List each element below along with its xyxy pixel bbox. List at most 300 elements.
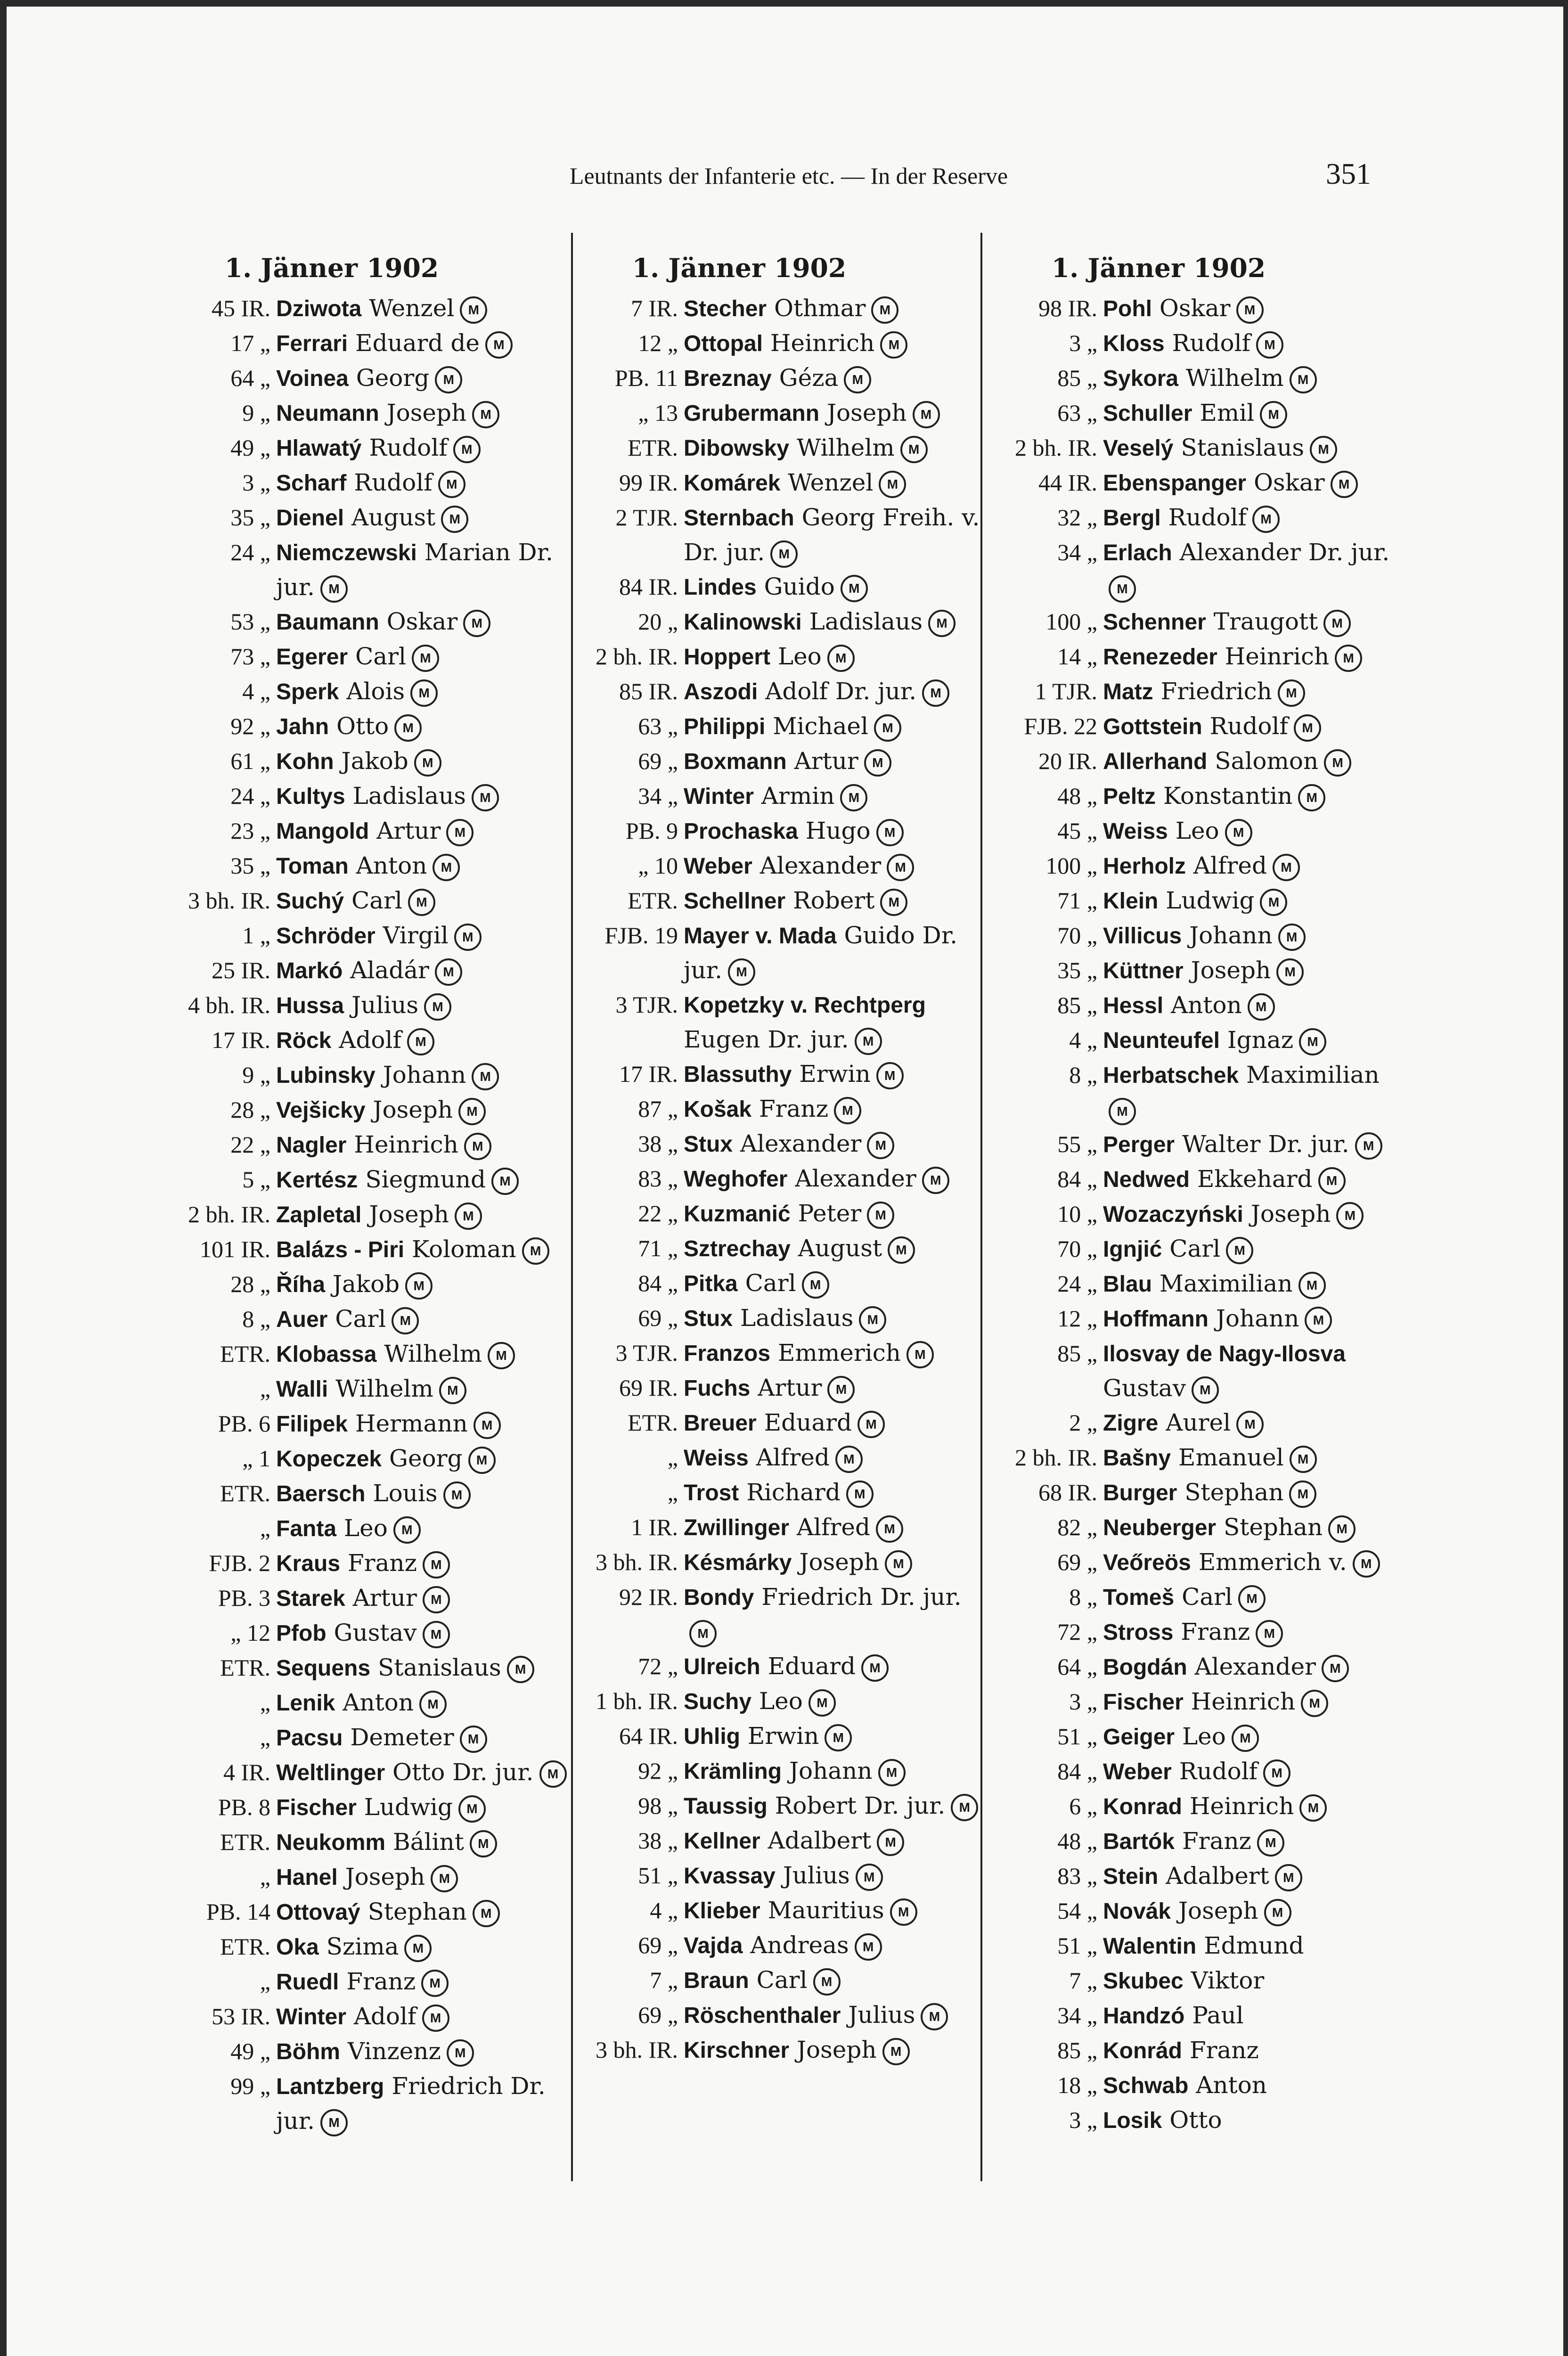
- entry-text: [276, 1685, 591, 1720]
- unit-designation: 22 „: [230, 1131, 270, 1158]
- surname: Suchý: [276, 889, 344, 914]
- list-item: [167, 535, 591, 605]
- surname: Fischer: [1103, 1690, 1184, 1715]
- given-name: Vinzenz: [347, 2037, 441, 2065]
- entry-text: [276, 535, 591, 605]
- circled-m-icon: M: [1225, 819, 1252, 846]
- given-name: Armin: [761, 782, 835, 810]
- surname: Balázs - Piri: [276, 1237, 405, 1262]
- list-item: [994, 535, 1418, 605]
- circled-m-icon: M: [522, 1237, 549, 1265]
- list-item: [994, 1754, 1418, 1789]
- entry-text: [276, 1197, 591, 1232]
- unit-designation: 69 „: [638, 1932, 678, 1958]
- unit-designation: 51 „: [1057, 1723, 1097, 1750]
- list-item: [574, 918, 998, 988]
- unit-designation: 71 „: [638, 1235, 678, 1261]
- given-name: Joseph: [799, 1548, 880, 1576]
- unit-designation: 4 „: [1069, 1027, 1097, 1053]
- surname: Breuer: [684, 1411, 757, 1436]
- given-name: Emil: [1200, 399, 1255, 426]
- entry-text: [1103, 2068, 1418, 2103]
- list-item: [994, 1510, 1418, 1545]
- given-name: Viktor: [1191, 1967, 1265, 1994]
- circled-m-icon: M: [1322, 1655, 1349, 1682]
- surname: Konrad: [1103, 1794, 1182, 1819]
- list-item: [994, 2103, 1418, 2138]
- list-item: [994, 500, 1418, 535]
- circled-m-icon: M: [446, 819, 474, 846]
- list-item: [994, 1023, 1418, 1058]
- surname: Breznay: [684, 366, 772, 391]
- circled-m-icon: M: [1109, 1098, 1136, 1125]
- circled-m-icon: M: [1236, 296, 1264, 324]
- list-item: [994, 361, 1418, 396]
- entry-text: [684, 639, 998, 674]
- entry-text: [1103, 605, 1418, 639]
- unit-designation: 9 „: [242, 1062, 270, 1088]
- circled-m-icon: M: [1328, 1515, 1356, 1543]
- circled-m-icon: M: [1278, 679, 1305, 707]
- given-name: Ladislaus: [809, 608, 923, 635]
- given-name: Anton: [1171, 991, 1242, 1019]
- entry-text: [276, 1407, 591, 1441]
- entry-text: [684, 1266, 998, 1301]
- circled-m-icon: M: [928, 610, 956, 637]
- surname: Kloss: [1103, 331, 1165, 356]
- given-name: Adalbert: [1166, 1862, 1269, 1890]
- circled-m-icon: M: [827, 645, 855, 672]
- given-name: Joseph: [373, 1096, 453, 1123]
- entry-text: [684, 1754, 998, 1789]
- circled-m-icon: M: [951, 1794, 978, 1821]
- given-name: Rudolf: [1209, 712, 1289, 740]
- given-name: Franz: [346, 1968, 416, 1995]
- surname: Stross: [1103, 1620, 1174, 1645]
- given-name: Leo: [1175, 817, 1219, 844]
- given-name: Walter Dr. jur.: [1182, 1130, 1349, 1158]
- unit-designation: 24 „: [1057, 1270, 1097, 1297]
- entry-text: [1103, 1719, 1418, 1754]
- list-item: [574, 396, 998, 431]
- unit-designation: 84 „: [1057, 1166, 1097, 1192]
- unit-designation: 17 IR.: [619, 1061, 678, 1087]
- given-name: Franz: [347, 1549, 417, 1577]
- unit-designation: 85 „: [1057, 365, 1097, 391]
- surname: Kalinowski: [684, 610, 802, 635]
- circled-m-icon: M: [858, 1411, 885, 1438]
- unit-designation: 45 „: [1057, 818, 1097, 844]
- given-name: Joseph: [1191, 957, 1271, 984]
- entry-text: [276, 988, 591, 1023]
- surname: Fischer: [276, 1795, 357, 1820]
- surname: Herholz: [1103, 854, 1186, 879]
- list-item: [574, 988, 998, 1057]
- given-name: Richard: [746, 1479, 841, 1506]
- surname: Tomeš: [1103, 1585, 1175, 1610]
- list-item: [574, 500, 998, 570]
- entry-text: [276, 291, 591, 326]
- entry-text: [1103, 1336, 1418, 1406]
- unit-designation: 20 „: [638, 608, 678, 635]
- entry-text: [684, 431, 998, 466]
- entry-text: [276, 1720, 591, 1755]
- list-item: [574, 1824, 998, 1858]
- list-item: [167, 1197, 591, 1232]
- given-name: Erwin: [799, 1060, 871, 1088]
- unit-designation: 3 bh. IR.: [188, 887, 270, 914]
- circled-m-icon: M: [888, 1236, 915, 1264]
- given-name: Jakob: [332, 1270, 400, 1298]
- list-item: [167, 1337, 591, 1372]
- given-name: Gustav: [1103, 1374, 1186, 1402]
- list-item: [167, 431, 591, 466]
- circled-m-icon: M: [421, 1970, 449, 1997]
- given-name: Stanislaus: [1181, 434, 1305, 461]
- entry-text: [276, 1651, 591, 1685]
- surname: Sternbach: [684, 506, 794, 531]
- list-item: [994, 466, 1418, 500]
- list-item: [167, 814, 591, 849]
- entry-text: [1103, 1929, 1418, 1963]
- surname: Blau: [1103, 1272, 1152, 1297]
- circled-m-icon: M: [1273, 854, 1300, 881]
- unit-designation: 24 „: [230, 783, 270, 809]
- list-item: [574, 1057, 998, 1092]
- surname: Ebenspanger: [1103, 471, 1247, 496]
- given-name: Rudolf: [354, 469, 433, 496]
- given-name: Leo: [343, 1514, 388, 1542]
- list-item: [994, 1058, 1418, 1127]
- unit-designation: „: [260, 1515, 270, 1541]
- circled-m-icon: M: [689, 1620, 717, 1647]
- given-name: Emanuel: [1178, 1444, 1284, 1471]
- entry-text: [1103, 674, 1418, 709]
- surname: Konrád: [1103, 2038, 1182, 2063]
- list-item: [167, 709, 591, 744]
- entry-text: [1103, 1824, 1418, 1859]
- given-name: Artur: [376, 817, 441, 844]
- unit-designation: 55 „: [1057, 1131, 1097, 1157]
- unit-designation: 23 „: [230, 818, 270, 844]
- unit-designation: 20 IR.: [1038, 748, 1097, 774]
- circled-m-icon: M: [867, 1132, 894, 1159]
- unit-designation: 1 bh. IR.: [596, 1688, 678, 1714]
- unit-designation: 18 „: [1057, 2072, 1097, 2098]
- entry-text: [1103, 1058, 1418, 1127]
- unit-designation: ETR.: [220, 1654, 270, 1681]
- list-item: [574, 1754, 998, 1789]
- surname: Skubec: [1103, 1969, 1184, 1994]
- given-name: Louis: [373, 1480, 438, 1507]
- list-item: [994, 326, 1418, 361]
- surname: Ulreich: [684, 1654, 760, 1679]
- surname: Gottstein: [1103, 714, 1202, 739]
- entry-text: [1103, 1963, 1418, 1998]
- entry-text: [684, 361, 998, 396]
- circled-m-icon: M: [410, 679, 438, 707]
- surname: Baersch: [276, 1481, 366, 1506]
- surname: Uhlig: [684, 1724, 740, 1749]
- entry-text: [276, 605, 591, 639]
- circled-m-icon: M: [414, 749, 441, 777]
- given-name: Franz: [1189, 2037, 1259, 2064]
- entry-text: [684, 884, 998, 918]
- given-name: Siegmund: [365, 1166, 486, 1193]
- given-name: Wenzel: [369, 294, 455, 322]
- surname: Walli: [276, 1377, 328, 1402]
- circled-m-icon: M: [840, 784, 867, 811]
- circled-m-icon: M: [472, 784, 499, 811]
- circled-m-icon: M: [394, 714, 422, 742]
- list-item: [994, 1963, 1418, 1998]
- surname: Starek: [276, 1586, 345, 1611]
- list-item: [994, 1197, 1418, 1232]
- circled-m-icon: M: [435, 366, 462, 393]
- circled-m-icon: M: [419, 1691, 447, 1718]
- given-name: Otto: [336, 712, 389, 740]
- circled-m-icon: M: [846, 1481, 874, 1508]
- unit-designation: PB. 14: [206, 1898, 270, 1925]
- entry-text: [1103, 1580, 1418, 1615]
- given-name: Stanislaus: [377, 1654, 501, 1681]
- surname: Schwab: [1103, 2073, 1189, 2098]
- unit-designation: 48 „: [1057, 1828, 1097, 1854]
- surname: Kuzmanić: [684, 1202, 791, 1227]
- given-name: Heinrich: [354, 1131, 458, 1158]
- entry-text: [684, 2033, 998, 2068]
- surname: Veselý: [1103, 436, 1174, 461]
- circled-m-icon: M: [855, 1028, 882, 1055]
- circled-m-icon: M: [1256, 1620, 1283, 1647]
- surname: Hessl: [1103, 993, 1164, 1018]
- list-item: [574, 326, 998, 361]
- surname: Kvassay: [684, 1864, 776, 1889]
- entry-text: [276, 361, 591, 396]
- surname: Dibowsky: [684, 436, 790, 461]
- given-name: Heinrich: [1225, 643, 1330, 670]
- surname: Trost: [684, 1481, 739, 1505]
- circled-m-icon: M: [405, 1272, 433, 1300]
- unit-designation: 1 „: [242, 922, 270, 949]
- given-name: Artur: [352, 1584, 417, 1612]
- circled-m-icon: M: [808, 1689, 836, 1717]
- unit-designation: 17 „: [230, 330, 270, 356]
- entry-text: [684, 1928, 998, 1963]
- circled-m-icon: M: [844, 366, 871, 393]
- column-heading: 1. Jänner 1902: [224, 253, 439, 283]
- unit-designation: FJB. 2: [209, 1550, 270, 1576]
- surname: Hoffmann: [1103, 1307, 1209, 1332]
- list-item: [994, 1789, 1418, 1824]
- unit-designation: 64 IR.: [619, 1723, 678, 1749]
- unit-designation: 72 „: [638, 1653, 678, 1679]
- unit-designation: 92 „: [638, 1758, 678, 1784]
- unit-designation: 64 „: [230, 365, 270, 391]
- surname: Kellner: [684, 1829, 760, 1854]
- list-item: [994, 1719, 1418, 1754]
- surname: Handzó: [1103, 2004, 1185, 2029]
- entry-text: [276, 1895, 591, 1930]
- list-item: [167, 2034, 591, 2069]
- given-name: Alois: [346, 678, 405, 705]
- surname: Neuberger: [1103, 1515, 1217, 1540]
- surname: Auer: [276, 1307, 328, 1332]
- list-item: [574, 1336, 998, 1371]
- list-item: [994, 1615, 1418, 1650]
- unit-designation: 17 IR.: [212, 1027, 270, 1053]
- surname: Weltlinger: [276, 1760, 385, 1785]
- surname: Fanta: [276, 1516, 337, 1541]
- given-name: Leo: [777, 643, 822, 670]
- unit-designation: 99 IR.: [619, 469, 678, 496]
- list-item: [167, 1267, 591, 1302]
- given-name: Johann: [1189, 922, 1273, 949]
- surname: Kertész: [276, 1168, 358, 1193]
- entry-text: [1103, 1162, 1418, 1197]
- given-name: Robert: [793, 887, 875, 914]
- circled-m-icon: M: [470, 1830, 497, 1857]
- unit-designation: 100 „: [1045, 852, 1097, 879]
- circled-m-icon: M: [1232, 1725, 1259, 1752]
- list-item: [994, 1127, 1418, 1162]
- surname: Kultys: [276, 784, 345, 809]
- unit-designation: 49 „: [230, 434, 270, 461]
- circled-m-icon: M: [1289, 1481, 1316, 1508]
- surname: Pitka: [684, 1271, 738, 1296]
- entry-text: [684, 814, 998, 849]
- circled-m-icon: M: [871, 296, 898, 324]
- list-item: [994, 2033, 1418, 2068]
- given-name: Joseph: [369, 1201, 449, 1228]
- entry-text: [276, 1441, 591, 1476]
- unit-designation: 85 „: [1057, 1340, 1097, 1366]
- unit-designation: 4 bh. IR.: [188, 992, 270, 1018]
- surname: Ignjić: [1103, 1237, 1162, 1262]
- circled-m-icon: M: [813, 1968, 841, 1996]
- entry-list: [994, 291, 1418, 2138]
- list-item: [994, 1406, 1418, 1440]
- circled-m-icon: M: [1276, 958, 1304, 986]
- list-item: [167, 1720, 591, 1755]
- list-item: [167, 1651, 591, 1685]
- given-name: Franz: [1181, 1618, 1250, 1645]
- given-name: Georg Freih. v. Dr. jur.: [684, 504, 980, 566]
- surname: Nedwed: [1103, 1167, 1190, 1192]
- list-item: [574, 1858, 998, 1893]
- surname: Lantzberg: [276, 2074, 384, 2099]
- unit-designation: 4 „: [242, 678, 270, 704]
- entry-text: [684, 326, 998, 361]
- circled-m-icon: M: [1260, 889, 1287, 916]
- surname: Dienel: [276, 506, 344, 531]
- given-name: Erwin: [747, 1722, 819, 1750]
- unit-designation: 25 IR.: [212, 957, 270, 983]
- unit-designation: 2 TJR.: [615, 504, 678, 531]
- unit-designation: 35 „: [1057, 957, 1097, 983]
- entry-text: [1103, 884, 1418, 918]
- running-header: Leutnants der Infanterie etc. — In der Reserve: [569, 163, 1008, 189]
- unit-designation: ETR.: [628, 434, 678, 461]
- given-name: Eugen Dr. jur.: [684, 1026, 849, 1053]
- list-item: [574, 605, 998, 639]
- surname: Böhm: [276, 2039, 340, 2064]
- entry-text: [684, 605, 998, 639]
- list-item: [167, 291, 591, 326]
- entry-text: [276, 326, 591, 361]
- surname: Weghofer: [684, 1167, 788, 1192]
- given-name: Demeter: [350, 1724, 454, 1751]
- list-item: [574, 291, 998, 326]
- given-name: Oskar: [1159, 294, 1231, 322]
- list-item: [167, 953, 591, 988]
- given-name: Guido: [764, 573, 835, 600]
- list-item: [994, 884, 1418, 918]
- entry-text: [684, 1824, 998, 1858]
- unit-designation: 1 IR.: [631, 1514, 678, 1540]
- unit-designation: FJB. 19: [604, 922, 678, 949]
- unit-designation: 85 IR.: [619, 678, 678, 704]
- surname: Toman: [276, 854, 349, 879]
- given-name: Carl: [355, 643, 406, 670]
- entry-text: [684, 1858, 998, 1893]
- given-name: Carl: [1169, 1235, 1221, 1262]
- entry-text: [1103, 918, 1418, 953]
- entry-text: [276, 674, 591, 709]
- circled-m-icon: M: [913, 401, 940, 428]
- list-item: [574, 639, 998, 674]
- given-name: Anton: [1196, 2071, 1267, 2099]
- given-name: Salomon: [1215, 747, 1319, 775]
- circled-m-icon: M: [874, 714, 901, 742]
- unit-designation: 45 IR.: [212, 295, 270, 321]
- entry-text: [1103, 1301, 1418, 1336]
- given-name: Otto Dr. jur.: [392, 1759, 534, 1786]
- circled-m-icon: M: [473, 1900, 500, 1927]
- given-name: Adolf: [339, 1026, 401, 1054]
- surname: Sequens: [276, 1656, 371, 1681]
- given-name: Maximilian: [1159, 1270, 1293, 1297]
- unit-designation: „ 12: [230, 1620, 270, 1646]
- unit-designation: „: [260, 1724, 270, 1751]
- circled-m-icon: M: [1310, 436, 1337, 463]
- circled-m-icon: M: [1109, 575, 1136, 603]
- given-name: Wilhelm: [384, 1340, 482, 1367]
- circled-m-icon: M: [876, 1062, 904, 1089]
- circled-m-icon: M: [1248, 993, 1275, 1021]
- unit-designation: FJB. 22: [1024, 713, 1097, 739]
- list-item: [994, 674, 1418, 709]
- given-name: Artur: [794, 747, 858, 775]
- list-item: [574, 1266, 998, 1301]
- surname: Weiss: [1103, 819, 1168, 844]
- entry-text: [684, 1440, 998, 1475]
- given-name: Heinrich: [770, 329, 875, 357]
- circled-m-icon: M: [447, 2039, 474, 2067]
- unit-designation: 12 „: [638, 330, 678, 356]
- list-item: [167, 466, 591, 500]
- list-item: [574, 1092, 998, 1127]
- circled-m-icon: M: [458, 1795, 486, 1823]
- entry-text: [276, 1964, 591, 1999]
- list-item: [574, 1231, 998, 1266]
- circled-m-icon: M: [431, 1865, 458, 1892]
- given-name: Aurel: [1166, 1409, 1231, 1436]
- given-name: Friedrich Dr. jur.: [761, 1583, 962, 1611]
- given-name: August: [798, 1235, 882, 1262]
- circled-m-icon: M: [856, 1864, 883, 1891]
- unit-designation: ETR.: [220, 1480, 270, 1506]
